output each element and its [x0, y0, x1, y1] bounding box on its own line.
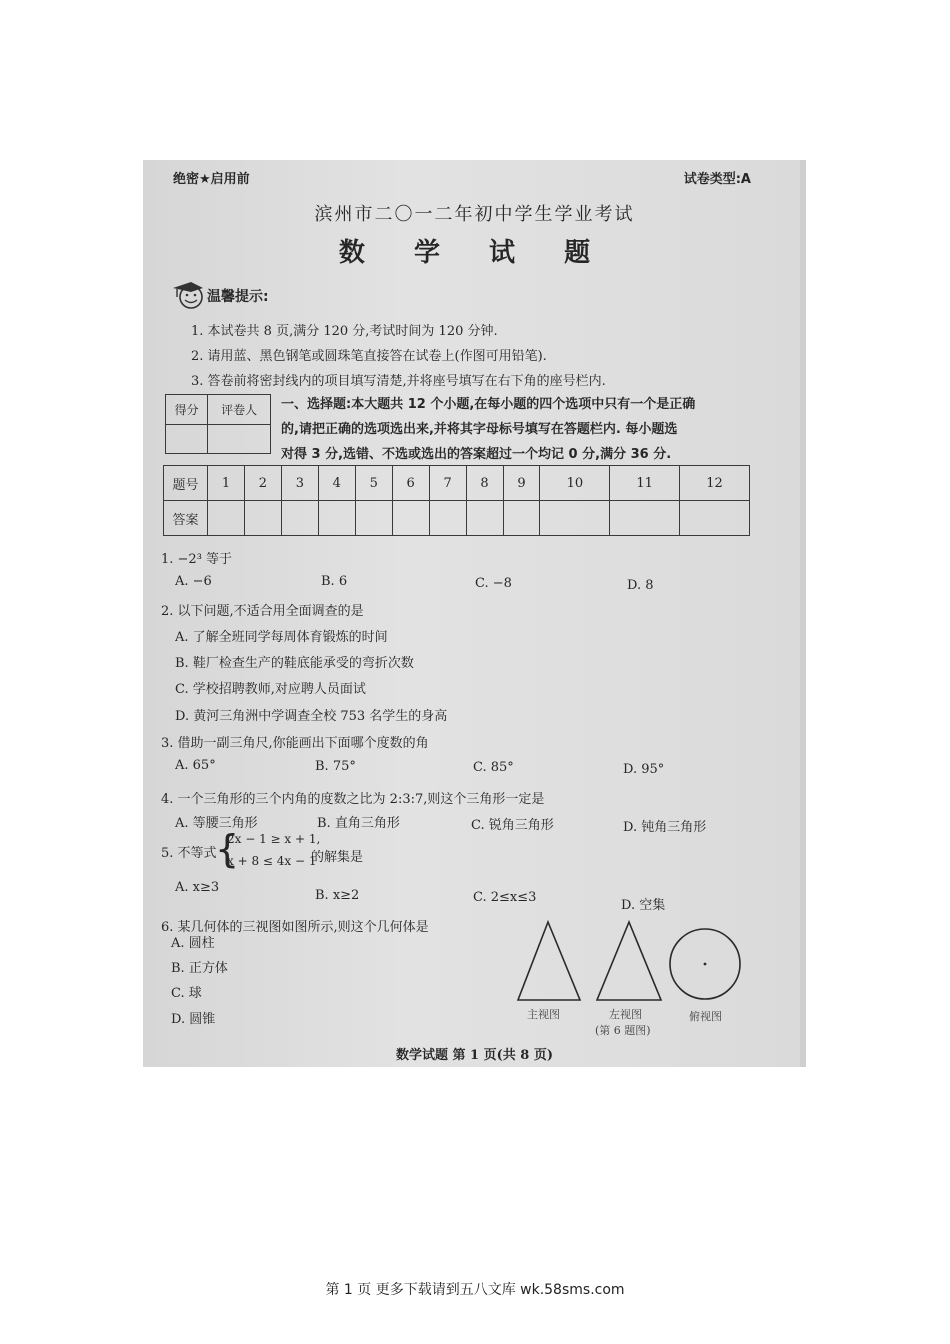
answer-label: 答案 — [164, 501, 208, 536]
q3-option-d: D. 95° — [623, 762, 665, 777]
answer-cell[interactable] — [318, 501, 355, 536]
question-number: 11 — [610, 466, 680, 501]
q6-option-d: D. 圆锥 — [171, 1012, 216, 1027]
section-desc-line-1: 一、选择题:本大题共 12 个小题,在每小题的四个选项中只有一个是正确 — [281, 397, 696, 412]
answer-cell[interactable] — [429, 501, 466, 536]
q5-option-a: A. x≥3 — [175, 880, 220, 895]
question-4-stem: 4. 一个三角形的三个内角的度数之比为 2:3:7,则这个三角形一定是 — [161, 792, 545, 807]
answer-cell[interactable] — [355, 501, 392, 536]
question-number: 7 — [429, 466, 466, 501]
q5-option-b: B. x≥2 — [315, 888, 360, 903]
q5-option-c: C. 2≤x≤3 — [473, 890, 537, 905]
q2-option-d: D. 黄河三角洲中学调查全校 753 名学生的身高 — [175, 709, 448, 724]
question-3-stem: 3. 借助一副三角尺,你能画出下面哪个度数的角 — [161, 736, 429, 751]
exam-title: 滨州市二〇一二年初中学生学业考试 — [314, 204, 635, 225]
answer-cell[interactable] — [392, 501, 429, 536]
q5-inequality-2: x + 8 ≤ 4x − 1 — [227, 854, 317, 868]
question-number: 12 — [680, 466, 750, 501]
answer-cell[interactable] — [610, 501, 680, 536]
q5-inequality-1: 2x − 1 ≥ x + 1, — [227, 832, 321, 846]
question-number: 5 — [355, 466, 392, 501]
top-view-center-dot — [704, 963, 707, 966]
answer-cell[interactable] — [244, 501, 281, 536]
question-number: 1 — [208, 466, 245, 501]
question-1-stem: 1. −2³ 等于 — [161, 552, 233, 567]
question-5-stem-suffix: 的解集是 — [311, 850, 364, 865]
tip-1: 1. 本试卷共 8 页,满分 120 分,考试时间为 120 分钟. — [191, 324, 498, 339]
scan-page-footer: 数学试题 第 1 页(共 8 页) — [395, 1048, 554, 1063]
q5-option-d: D. 空集 — [621, 898, 666, 913]
three-view-figure — [513, 916, 753, 1006]
q1-option-a: A. −6 — [175, 574, 212, 589]
q3-option-c: C. 85° — [473, 760, 514, 775]
score-cell[interactable] — [166, 424, 208, 454]
answer-cell[interactable] — [540, 501, 610, 536]
question-2-stem: 2. 以下问题,不适合用全面调查的是 — [161, 604, 364, 619]
question-number: 8 — [466, 466, 503, 501]
q1-option-d: D. 8 — [627, 578, 654, 593]
paper-type-label: 试卷类型:A — [683, 172, 751, 187]
smiley-cap-icon — [171, 280, 205, 310]
document-footer: 第 1 页 更多下载请到五八文库 wk.58sms.com — [325, 1282, 625, 1298]
q1-option-c: C. −8 — [475, 576, 512, 591]
question-number: 9 — [503, 466, 540, 501]
q6-option-c: C. 球 — [171, 986, 202, 1001]
question-number: 10 — [540, 466, 610, 501]
question-5-stem-prefix: 5. 不等式 — [161, 846, 217, 861]
score-label: 得分 — [166, 395, 208, 425]
question-number-label: 题号 — [164, 466, 208, 501]
grader-label: 评卷人 — [208, 395, 271, 425]
q1-option-b: B. 6 — [321, 574, 348, 589]
q4-option-b: B. 直角三角形 — [317, 816, 400, 831]
q3-option-a: A. 65° — [175, 758, 216, 773]
section-desc-line-2: 的,请把正确的选项选出来,并将其字母标号填写在答题栏内. 每小题选 — [281, 422, 678, 437]
q2-option-c: C. 学校招聘教师,对应聘人员面试 — [175, 682, 366, 697]
scanned-exam-page — [143, 160, 806, 1067]
inequality-brace: { — [215, 827, 240, 871]
tip-2: 2. 请用蓝、黑色钢笔或圆珠笔直接答在试卷上(作图可用铅笔). — [191, 349, 547, 364]
q3-option-b: B. 75° — [315, 759, 356, 774]
q6-option-a: A. 圆柱 — [171, 936, 215, 951]
q4-option-d: D. 钝角三角形 — [623, 820, 707, 835]
q2-option-a: A. 了解全班同学每周体育锻炼的时间 — [175, 630, 388, 645]
scan-edge — [800, 160, 806, 1067]
question-number: 3 — [281, 466, 318, 501]
question-number: 6 — [392, 466, 429, 501]
question-6-stem: 6. 某几何体的三视图如图所示,则这个几何体是 — [161, 920, 429, 935]
answer-table — [163, 465, 750, 536]
grader-cell[interactable] — [208, 424, 271, 454]
answer-cell[interactable] — [466, 501, 503, 536]
top-view-label: 俯视图 — [689, 1010, 722, 1023]
answer-cell[interactable] — [208, 501, 245, 536]
front-view-triangle — [518, 922, 580, 1000]
q6-option-b: B. 正方体 — [171, 961, 228, 976]
confidential-label: 绝密★启用前 — [173, 172, 250, 187]
q4-option-a: A. 等腰三角形 — [175, 816, 258, 831]
score-box — [165, 394, 271, 454]
answer-cell[interactable] — [680, 501, 750, 536]
question-number: 4 — [318, 466, 355, 501]
side-view-triangle — [597, 922, 661, 1000]
side-view-label: 左视图 — [609, 1008, 642, 1021]
answer-cell[interactable] — [281, 501, 318, 536]
front-view-label: 主视图 — [527, 1008, 560, 1021]
subject-title: 数 学 试 题 — [338, 238, 611, 268]
question-number: 2 — [244, 466, 281, 501]
answer-cell[interactable] — [503, 501, 540, 536]
section-desc-line-3: 对得 3 分,选错、不选或选出的答案超过一个均记 0 分,满分 36 分. — [281, 447, 672, 462]
tips-heading: 温馨提示: — [207, 289, 269, 305]
figure-caption: (第 6 题图) — [595, 1024, 651, 1037]
q2-option-b: B. 鞋厂检查生产的鞋底能承受的弯折次数 — [175, 656, 414, 671]
q4-option-c: C. 锐角三角形 — [471, 818, 554, 833]
tip-3: 3. 答卷前将密封线内的项目填写清楚,并将座号填写在右下角的座号栏内. — [191, 374, 606, 389]
